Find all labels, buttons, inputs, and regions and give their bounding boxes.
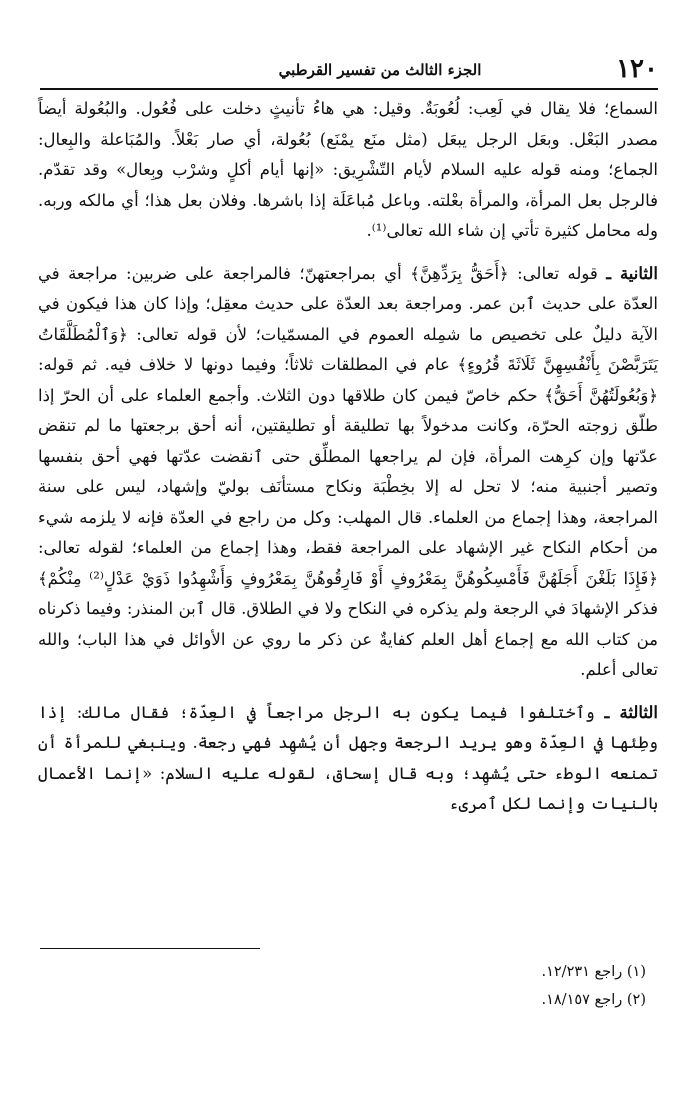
header-divider (40, 88, 658, 90)
footnote-divider (40, 948, 260, 949)
footnote-1: (١) راجع ١٢/٢٣١. (541, 964, 646, 980)
footnote-2: (٢) راجع ١٨/١٥٧. (541, 992, 646, 1008)
paragraph-second-issue (38, 259, 658, 686)
page-header (40, 54, 658, 88)
paragraph-text: قوله تعالى: ﴿أَحَقُّ بِرَدِّهِنَّ﴾ أي بمراجعتهنّ؛ فالمراجعة على ضربين: مراجعة في العدّة على حديث ٱبن عمر. ومراجعة بعد العدّة على حديث معقِل؛ وإذا كان هذا فيكون في الآية دليلٌ على تخصيص ما شمِله العموم في المسمّيات؛ لأن قوله تعالى: ﴿وَٱلْمُطَلَّقَاتُ يَتَرَبَّصْنَ بِأَنْفُسِهِنَّ ثَلَاثَةَ قُرُوءٍ﴾ عام في المطلقات ثلاثاً؛ وفيما دونها لا خلاف فيه. ثم قوله: ﴿وَبُعُولَتُهُنَّ أَحَقُّ﴾ حكم خاصّ فيمن كان طلاقها دون الثلاث. وأجمع العلماء على أن الحرّ إذا طلّق زوجته الحرّة، وكانت مدخولاً بها تطليقة أو تطليقتين، أنه أحق برجعتها ما لم تنقض عدّتها وإن كرِهت المرأة، فإن لم يراجعها المطلِّق حتى ٱنقضت عدّتها فهي أحق بنفسها وتصير أجنبية منه؛ لا تحل له إلا بخِطْبَة ونكاح مستأنَف بوليّ وإشهاد، ليس على سنة المراجعة، وهذا إجماع من العلماء. قال المهلب: وكل من راجع في العدّة فإنه لا يلزمه شيء من أحكام النكاح غير الإشهاد على المراجعة فقط، وهذا إجماع من العلماء؛ لقوله تعالى: ﴿فَإِذَا بَلَغْنَ أَجَلَهُنَّ فَأَمْسِكُوهُنَّ بِمَعْرُوفٍ أَوْ فَارِقُوهُنَّ بِمَعْرُوفٍ وَأَشْهِدُوا ذَوَيْ عَدْلٍ⁽²⁾ مِنْكُمْ﴾ فذكر الإشهادَ في الرجعة ولم يذكره في النكاح ولا في الطلاق. قال ٱبن المنذر: وفيما ذكرناه من كتاب الله مع إجماع أهل العلم كفايةٌ عن ذكر ما روي عن الأوائل في هذا الباب؛ والله تعالى أعلم. (38, 263, 658, 679)
footnotes (246, 958, 646, 1014)
running-title: الجزء الثالث من تفسير القرطبي (278, 61, 482, 79)
page-number: ١٢٠ (616, 54, 658, 84)
paragraph-intro (38, 94, 658, 247)
section-label-second: الثانية ـ (606, 263, 658, 283)
section-label-third: الثالثة ـ (604, 702, 658, 722)
paragraph-third-issue (38, 698, 658, 820)
paragraph-text: وٱختلفوا فيما يكون به الرجل مراجعاً في العِدّة؛ فقال مالك: إذا وطِئها في العِدّة وهو يريد الرجعة وجهل أن يُشهِد فهي رجعة. وينبغي للمرأة أن تمنعه الوطء حتى يُشهِد؛ وبه قال إسحاق، لقوله عليه السلام: «إنما الأعمال بالنيات وإنما لكل ٱمرىء (38, 702, 658, 813)
main-text (38, 94, 658, 820)
paragraph-text: السماع؛ فلا يقال في لَعِب: لُعُوبَةٌ. وقيل: هي هاءُ تأنيثٍ دخلت على فُعُول. والبُعُولة أيضاً مصدر البَعْل. وبعَل الرجل يبعَل (مثل منَع يمْنَع) بُعُولة، أي صار بَعْلاً. والمُبَاعلة والبِعال: الجماع؛ ومنه قوله عليه السلام لأيام التّشْرِيق: «إنها أيام أكلٍ وشرْب وبِعال» وقد تقدّم. فالرجل بعل المرأة، والمرأة بعْلته. وباعل مُباعَلَة إذا باشرها. وفلان بعل هذا؛ أي مالكه وربه. وله محامل كثيرة تأتي إن شاء الله تعالى⁽¹⁾. (38, 99, 658, 240)
